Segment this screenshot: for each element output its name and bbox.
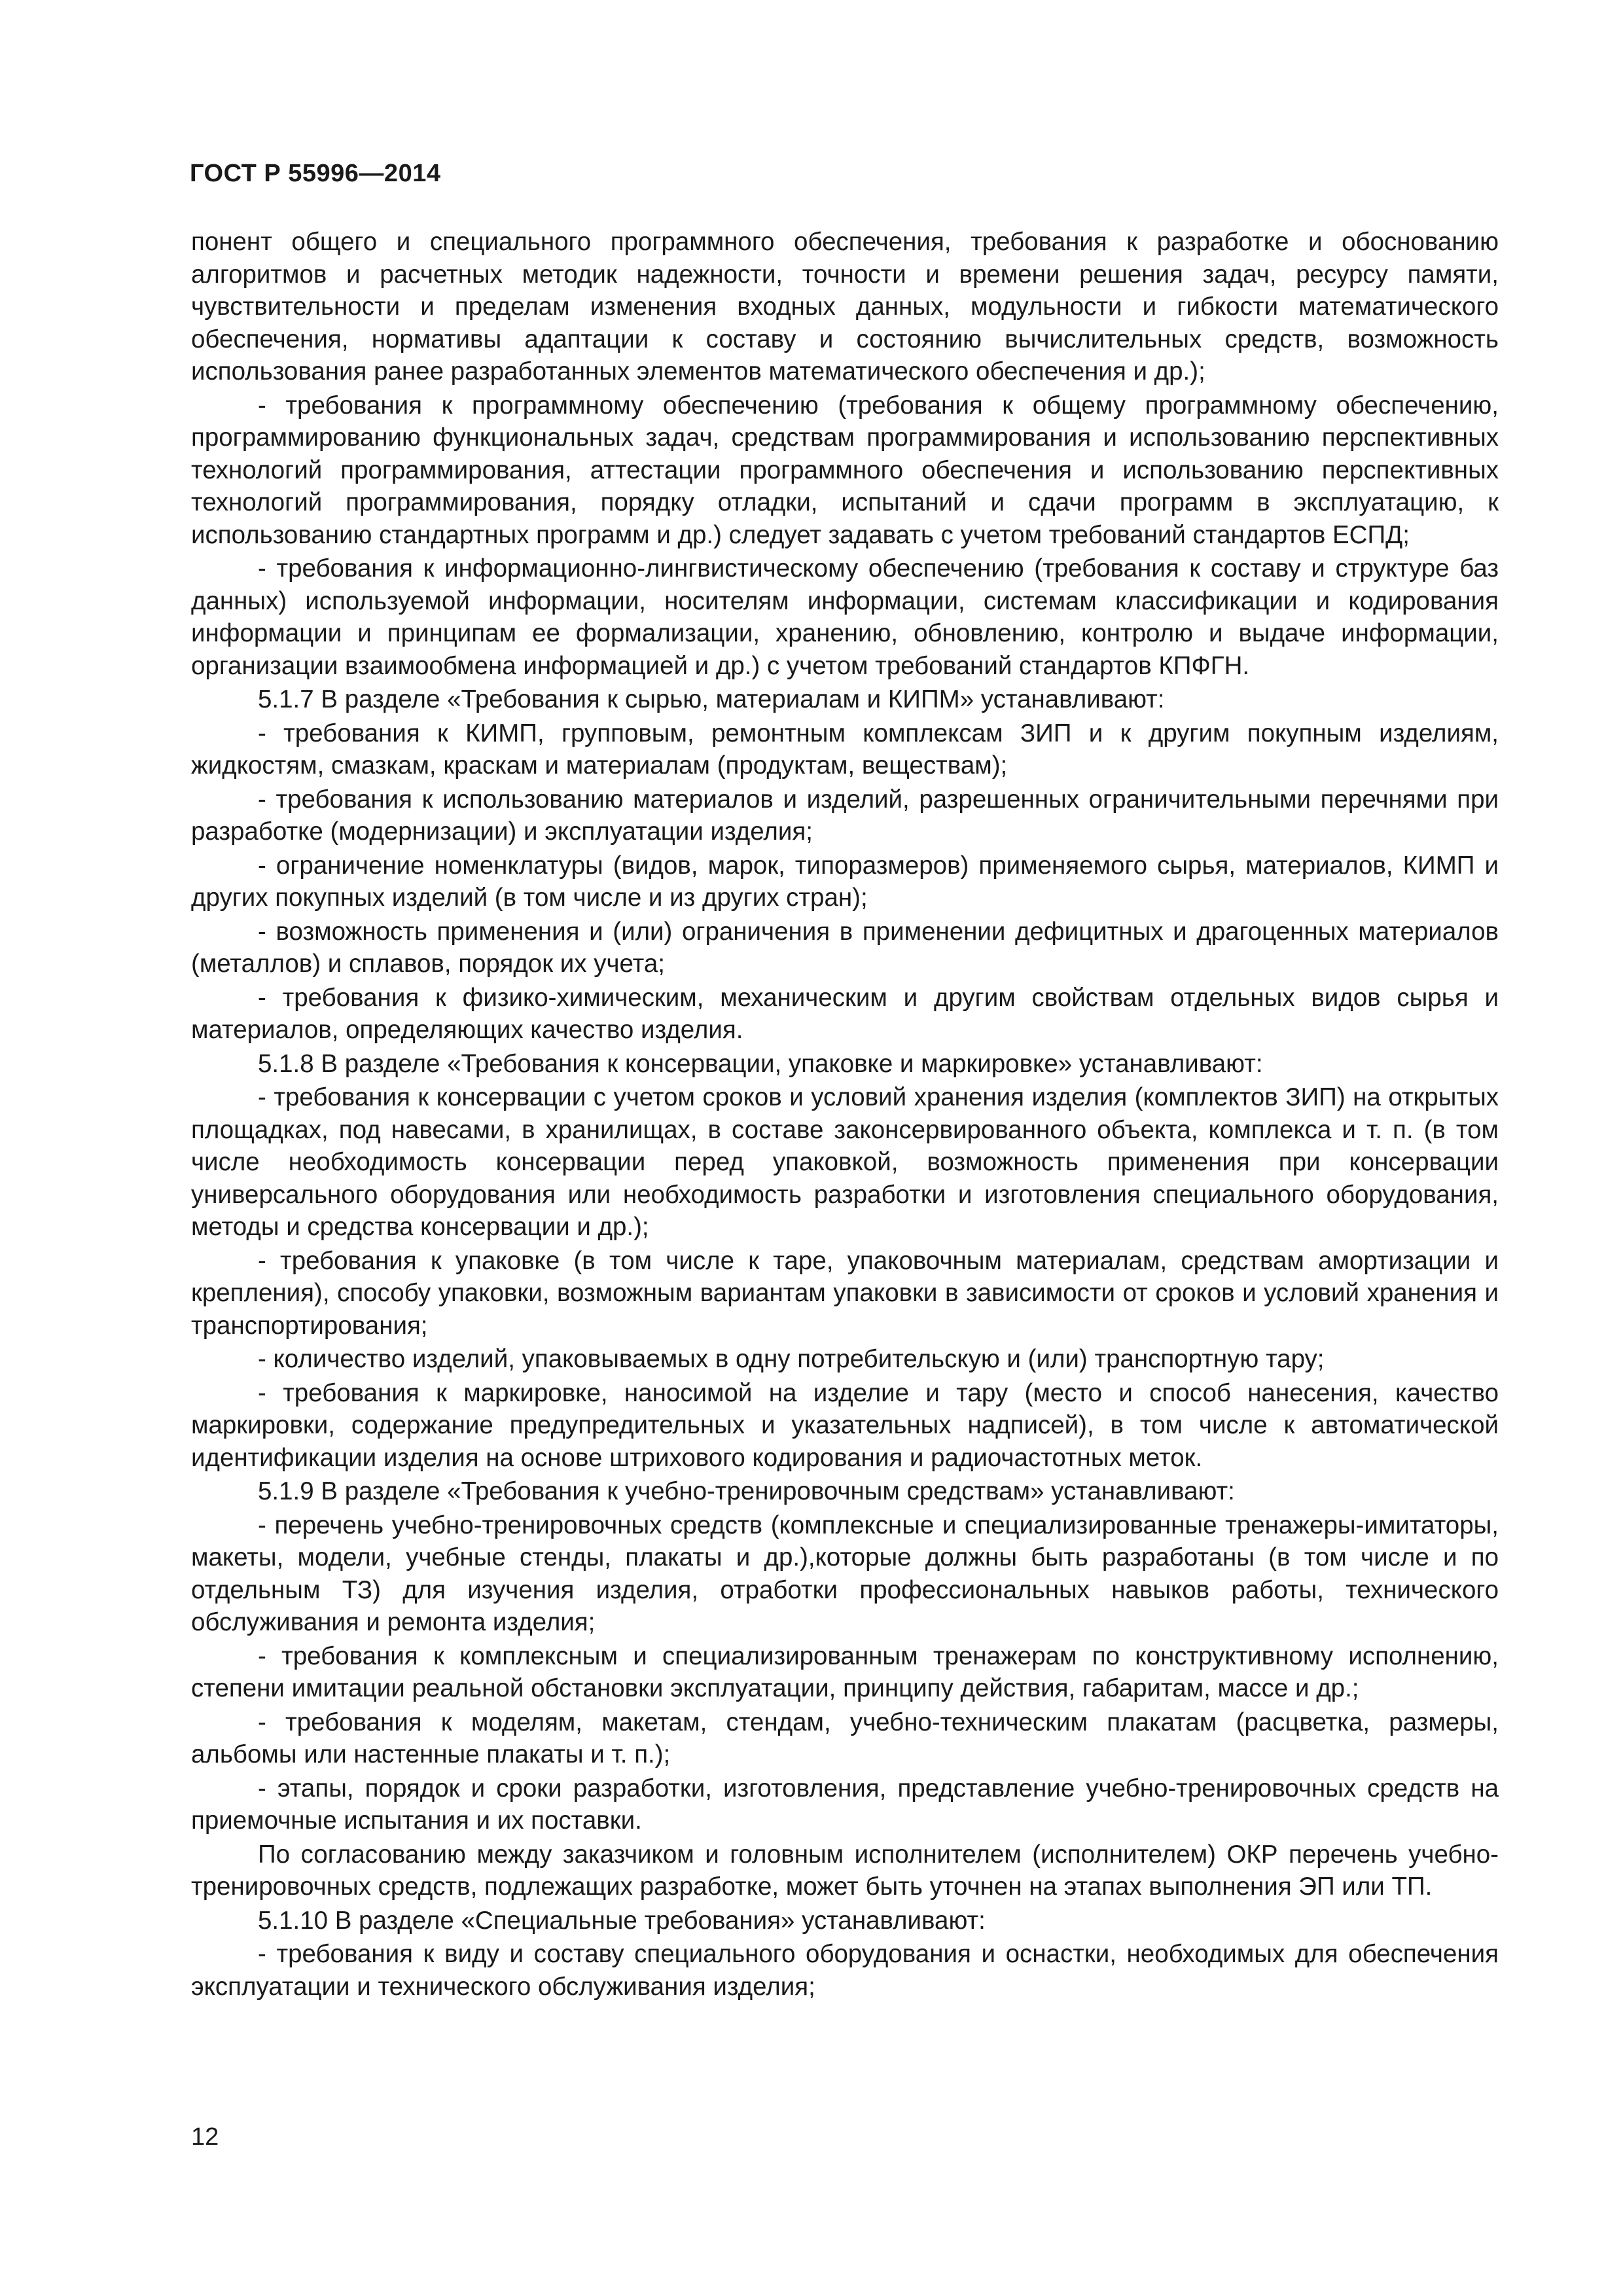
paragraph: понент общего и специального программного обеспечения, требования к разработке и обоснованию алгоритмов и расчетных методик надежности, точности и времени решения задач, ресурсу памяти, чувствительности и пределам изменения входных данных, модульности и гибкости математического обеспечения, нормативы адаптации к составу и состоянию вычислительных средств, возможность использования ранее разработанных элементов математического обеспечения и др.);: [191, 228, 1499, 386]
paragraph: - требования к физико-химическим, механическим и другим свойствам отдельных видов сырья и материалов, определяющих качество изделия.: [191, 983, 1499, 1044]
document-header: ГОСТ Р 55996—2014: [190, 160, 441, 187]
paragraph: - требования к информационно-лингвистическому обеспечению (требования к составу и структуре баз данных) используемой информации, носителям информации, системам классификации и кодирования информации и принципам ее формализации, хранению, обновлению, контролю и выдаче информации, организации взаимообмена информацией и др.) с учетом требований стандартов КПФГН.: [191, 554, 1499, 680]
section-heading: 5.1.7 В разделе «Требования к сырью, материалам и КИПМ» устанавливают:: [258, 685, 1165, 713]
section-heading: 5.1.8 В разделе «Требования к консервации, упаковке и маркировке» устанавливают:: [258, 1049, 1263, 1078]
page-number: 12: [191, 2123, 219, 2151]
paragraph: - требования к программному обеспечению (требования к общему программному обеспечению, программированию функциональных задач, средствам программирования и использованию перспективных технологий программирования, аттестации программного обеспечения и использованию перспективных технологий программирования, порядку отладки, испытаний и сдачи программ в эксплуатацию, к использованию стандартных программ и др.) следует задавать с учетом требований стандартов ЕСПД;: [191, 391, 1499, 549]
paragraph: - требования к комплексным и специализированным тренажерам по конструктивному исполнению, степени имитации реальной обстановки эксплуатации, принципу действия, габаритам, массе и др.;: [191, 1641, 1499, 1702]
paragraph: - ограничение номенклатуры (видов, марок, типоразмеров) применяемого сырья, материалов, КИМП и других покупных изделий (в том числе и из других стран);: [191, 851, 1499, 912]
paragraph: - количество изделий, упаковываемых в одну потребительскую и (или) транспортную тару;: [258, 1345, 1325, 1373]
paragraph: - требования к маркировке, наносимой на изделие и тару (место и способ нанесения, качество маркировки, содержание предупредительных и указательных надписей), в том числе к автоматической идентификации изделия на основе штрихового кодирования и радиочастотных меток.: [191, 1378, 1499, 1472]
document-body: [191, 226, 1499, 2003]
paragraph: - требования к виду и составу специального оборудования и оснастки, необходимых для обеспечения эксплуатации и технического обслуживания изделия;: [191, 1940, 1499, 2001]
paragraph: - требования к использованию материалов и изделий, разрешенных ограничительными перечнями при разработке (модернизации) и эксплуатации изделия;: [191, 785, 1499, 846]
paragraph: - этапы, порядок и сроки разработки, изготовления, представление учебно-тренировочных средств на приемочные испытания и их поставки.: [191, 1774, 1499, 1835]
paragraph: - возможность применения и (или) ограничения в применении дефицитных и драгоценных материалов (металлов) и сплавов, порядок их учета;: [191, 917, 1499, 978]
paragraph: По согласованию между заказчиком и головным исполнителем (исполнителем) ОКР перечень учебно-тренировочных средств, подлежащих разработке, может быть уточнен на этапах выполнения ЭП или ТП.: [191, 1840, 1499, 1901]
paragraph: - требования к консервации с учетом сроков и условий хранения изделия (комплектов ЗИП) на открытых площадках, под навесами, в хранилищах, в составе законсервированного объекта, комплекса и т. п. (в том числе необходимость консервации перед упаковкой, возможность применения при консервации универсального оборудования или необходимость разработки и изготовления специального оборудования, методы и средства консервации и др.);: [191, 1083, 1499, 1241]
paragraph: - требования к КИМП, групповым, ремонтным комплексам ЗИП и к другим покупным изделиям, жидкостям, смазкам, краскам и материалам (продуктам, веществам);: [191, 719, 1499, 780]
paragraph: - перечень учебно-тренировочных средств (комплексные и специализированные тренажеры-имитаторы, макеты, модели, учебные стенды, плакаты и др.),которые должны быть разработаны (в том числе и по отдельным ТЗ) для изучения изделия, отработки профессиональных навыков работы, технического обслуживания и ремонта изделия;: [191, 1511, 1499, 1636]
section-heading: 5.1.10 В разделе «Специальные требования» устанавливают:: [258, 1906, 986, 1935]
paragraph: - требования к моделям, макетам, стендам, учебно-техническим плакатам (расцветка, размеры, альбомы или настенные плакаты и т. п.);: [191, 1708, 1499, 1768]
paragraph: - требования к упаковке (в том числе к таре, упаковочным материалам, средствам амортизации и крепления), способу упаковки, возможным вариантам упаковки в зависимости от сроков и условий хранения и транспортирования;: [191, 1246, 1499, 1340]
section-heading: 5.1.9 В разделе «Требования к учебно-тренировочным средствам» устанавливают:: [258, 1477, 1235, 1505]
